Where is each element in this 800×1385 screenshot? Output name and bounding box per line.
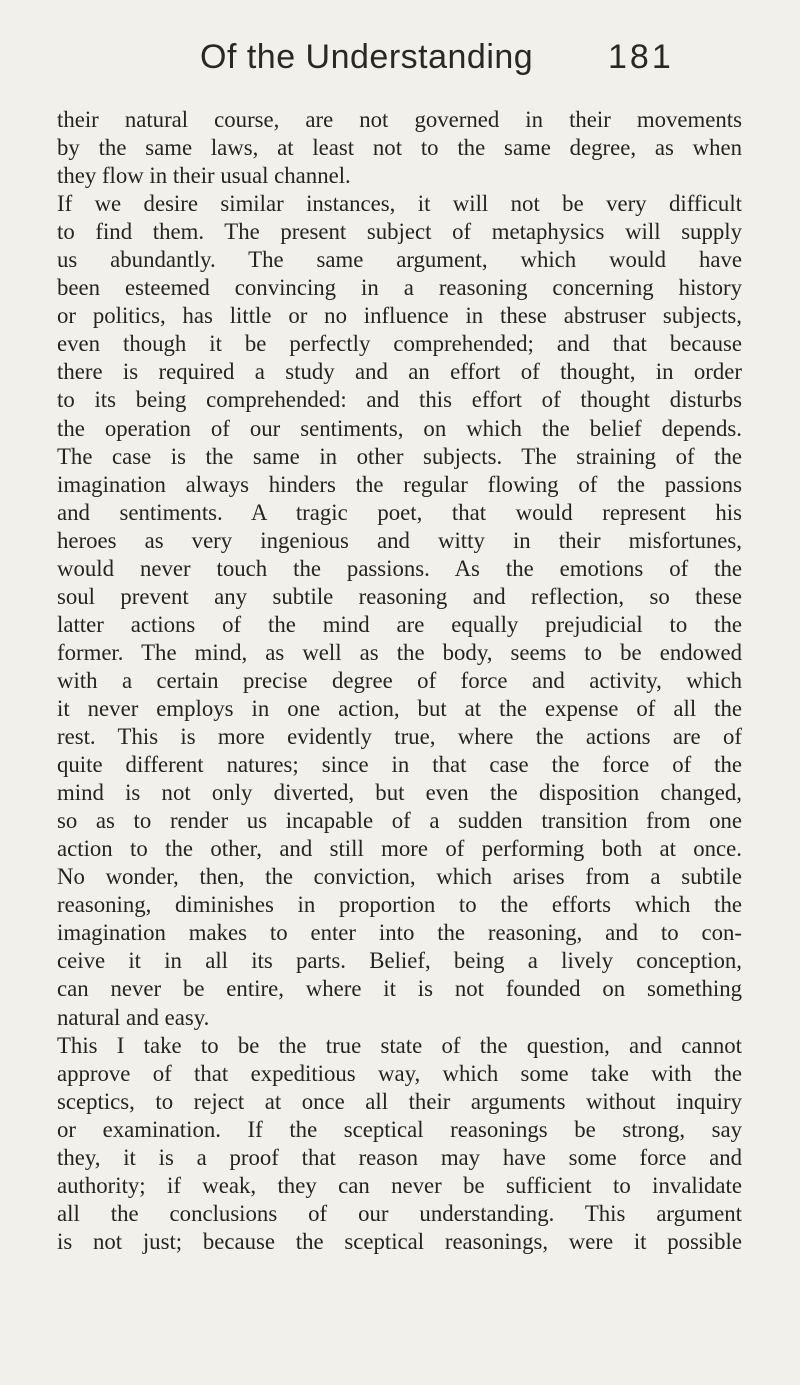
text-line: former. The mind, as well as the body, seems to be endowed (57, 639, 742, 665)
text-line: sceptics, to reject at once all their arguments without inquiry (57, 1088, 742, 1114)
text-line: natural and easy. (57, 1004, 210, 1030)
text-line: reasoning, diminishes in proportion to the efforts which the (57, 892, 742, 918)
body-text (57, 106, 742, 1256)
text-line: with a certain precise degree of force and activity, which (57, 667, 742, 693)
text-line: us abundantly. The same argument, which would have (57, 247, 742, 273)
page-number: 181 (608, 38, 674, 76)
text-line: or examination. If the sceptical reasonings be strong, say (57, 1116, 742, 1142)
text-line: their natural course, are not governed in their movements (57, 107, 742, 132)
text-line: imagination makes to enter into the reasoning, and to con- (57, 920, 742, 946)
text-line: ceive it in all its parts. Belief, being a lively conception, (57, 948, 742, 974)
text-line: approve of that expeditious way, which some take with the (57, 1060, 742, 1086)
text-line: would never touch the passions. As the emotions of the (57, 555, 742, 581)
text-line: by the same laws, at least not to the same degree, as when (57, 135, 742, 161)
text-line: heroes as very ingenious and witty in their misfortunes, (57, 527, 742, 553)
text-line: even though it be perfectly comprehended; and that because (57, 331, 742, 357)
text-line: they, it is a proof that reason may have some force and (57, 1144, 742, 1170)
text-line: can never be entire, where it is not founded on something (57, 976, 742, 1002)
text-line: all the conclusions of our understanding. This argument (57, 1200, 742, 1226)
text-line: authority; if weak, they can never be sufficient to invalidate (57, 1172, 742, 1198)
text-line: it never employs in one action, but at the expense of all the (57, 695, 742, 721)
text-line: soul prevent any subtile reasoning and reflection, so these (57, 583, 742, 609)
text-line: imagination always hinders the regular flowing of the passions (57, 471, 742, 497)
text-line: so as to render us incapable of a sudden transition from one (57, 808, 742, 834)
running-head (0, 38, 800, 88)
text-line: action to the other, and still more of performing both at once. (57, 836, 742, 862)
running-head-title: Of the Understanding (200, 38, 534, 76)
text-line: This I take to be the true state of the question, and cannot (57, 1032, 742, 1058)
text-line: and sentiments. A tragic poet, that would represent his (57, 499, 742, 525)
text-line: No wonder, then, the conviction, which arises from a subtile (57, 864, 742, 890)
text-line: The case is the same in other subjects. The straining of the (57, 443, 742, 469)
text-line: been esteemed convincing in a reasoning concerning history (57, 275, 742, 301)
text-line: is not just; because the sceptical reasonings, were it possible (57, 1228, 742, 1254)
text-line: quite different natures; since in that case the force of the (57, 752, 742, 778)
text-line: mind is not only diverted, but even the disposition changed, (57, 780, 742, 806)
text-line: the operation of our sentiments, on which the belief depends. (57, 415, 742, 441)
text-line: If we desire similar instances, it will not be very difficult (57, 191, 742, 217)
text-line: to its being comprehended: and this effort of thought disturbs (57, 387, 742, 413)
text-line: latter actions of the mind are equally prejudicial to the (57, 611, 742, 637)
text-line: to find them. The present subject of metaphysics will supply (57, 219, 742, 245)
text-line: or politics, has little or no influence in these abstruser subjects, (57, 303, 742, 329)
text-line: they flow in their usual channel. (57, 163, 351, 189)
text-line: there is required a study and an effort of thought, in order (57, 359, 742, 385)
text-line: rest. This is more evidently true, where the actions are of (57, 724, 742, 750)
